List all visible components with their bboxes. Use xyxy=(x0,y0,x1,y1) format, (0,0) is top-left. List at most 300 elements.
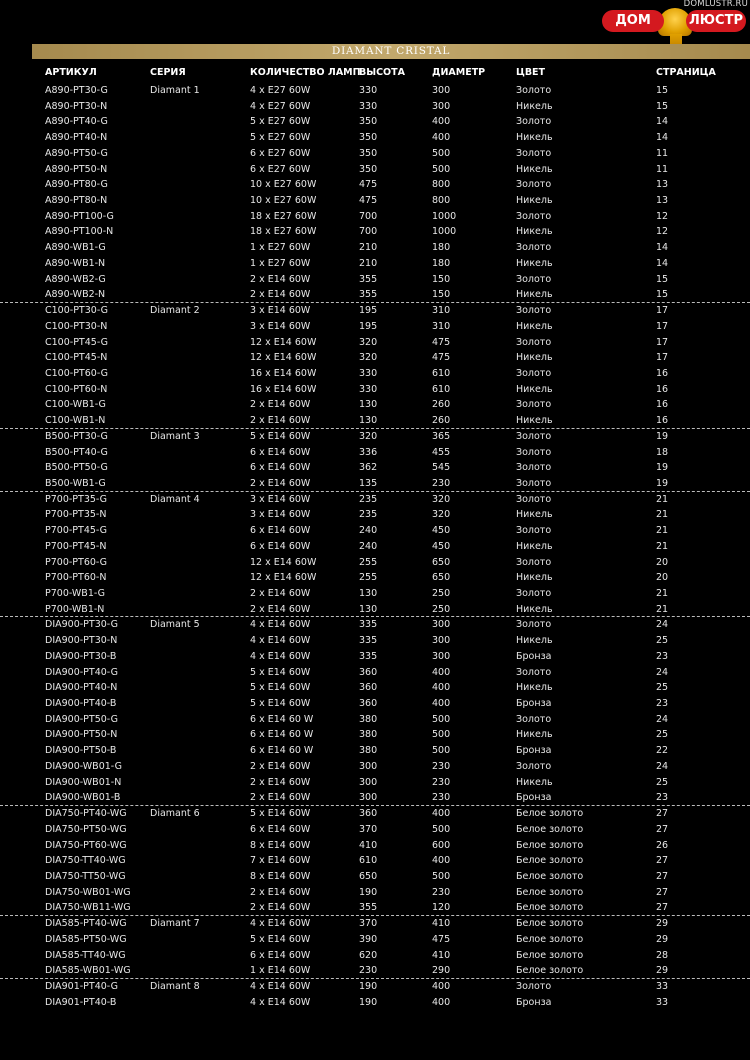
cell-article: A890-PT100-G xyxy=(45,210,114,222)
table-row xyxy=(0,224,750,240)
cell-series: Diamant 8 xyxy=(150,980,200,992)
cell-lamps: 2 x E14 60W xyxy=(250,289,311,301)
cell-height: 380 xyxy=(359,729,378,741)
table-row xyxy=(0,633,750,649)
table-row xyxy=(0,979,750,995)
cell-page: 20 xyxy=(656,572,669,584)
cell-lamps: 2 x E14 60W xyxy=(250,760,311,772)
table-row xyxy=(0,885,750,901)
cell-diameter: 310 xyxy=(432,305,451,317)
table-row xyxy=(0,555,750,571)
cell-color: Золото xyxy=(516,430,552,442)
table-row xyxy=(0,822,750,838)
cell-height: 335 xyxy=(359,619,378,631)
header-color: ЦВЕТ xyxy=(516,67,546,78)
cell-height: 130 xyxy=(359,415,378,427)
cell-page: 14 xyxy=(656,132,669,144)
cell-diameter: 320 xyxy=(432,493,451,505)
cell-page: 16 xyxy=(656,367,669,379)
cell-color: Белое золото xyxy=(516,839,584,851)
cell-lamps: 18 x E27 60W xyxy=(250,226,317,238)
cell-article: A890-PT40-G xyxy=(45,116,108,128)
cell-lamps: 3 x E14 60W xyxy=(250,305,311,317)
cell-page: 15 xyxy=(656,289,669,301)
cell-height: 240 xyxy=(359,540,378,552)
cell-article: P700-PT60-N xyxy=(45,572,107,584)
cell-height: 190 xyxy=(359,886,378,898)
header-height: ВЫСОТА xyxy=(359,67,405,78)
cell-diameter: 650 xyxy=(432,572,451,584)
cell-article: A890-PT30-N xyxy=(45,100,108,112)
cell-page: 29 xyxy=(656,918,669,930)
logo-site-text: DOMLUSTR.RU xyxy=(683,0,748,9)
cell-page: 19 xyxy=(656,477,669,489)
cell-page: 19 xyxy=(656,430,669,442)
cell-height: 130 xyxy=(359,603,378,615)
cell-page: 15 xyxy=(656,273,669,285)
table-row xyxy=(0,948,750,964)
cell-lamps: 8 x E14 60W xyxy=(250,870,311,882)
cell-color: Никель xyxy=(516,540,553,552)
table-row xyxy=(0,476,750,492)
cell-diameter: 450 xyxy=(432,525,451,537)
header-series: СЕРИЯ xyxy=(150,67,186,78)
cell-lamps: 2 x E14 60W xyxy=(250,902,311,914)
cell-lamps: 2 x E14 60W xyxy=(250,415,311,427)
cell-lamps: 6 x E14 60W xyxy=(250,525,311,537)
cell-lamps: 4 x E27 60W xyxy=(250,100,311,112)
cell-page: 25 xyxy=(656,682,669,694)
cell-height: 195 xyxy=(359,320,378,332)
cell-diameter: 120 xyxy=(432,902,451,914)
cell-article: P700-PT35-N xyxy=(45,509,107,521)
cell-article: A890-PT80-G xyxy=(45,179,108,191)
cell-lamps: 4 x E14 60W xyxy=(250,996,311,1008)
cell-color: Бронза xyxy=(516,650,552,662)
cell-diameter: 400 xyxy=(432,808,451,820)
cell-article: B500-PT30-G xyxy=(45,430,108,442)
cell-lamps: 16 x E14 60W xyxy=(250,367,317,379)
cell-article: A890-WB1-G xyxy=(45,242,106,254)
cell-color: Никель xyxy=(516,603,553,615)
cell-color: Золото xyxy=(516,666,552,678)
cell-series: Diamant 6 xyxy=(150,808,200,820)
cell-series: Diamant 5 xyxy=(150,619,200,631)
cell-height: 300 xyxy=(359,760,378,772)
cell-lamps: 5 x E14 60W xyxy=(250,682,311,694)
cell-lamps: 1 x E27 60W xyxy=(250,242,311,254)
cell-height: 350 xyxy=(359,163,378,175)
cell-color: Никель xyxy=(516,195,553,207)
cell-height: 362 xyxy=(359,462,378,474)
cell-height: 195 xyxy=(359,305,378,317)
cell-article: A890-WB2-G xyxy=(45,273,106,285)
cell-color: Никель xyxy=(516,100,553,112)
cell-height: 370 xyxy=(359,918,378,930)
cell-article: C100-PT30-N xyxy=(45,320,108,332)
cell-diameter: 260 xyxy=(432,415,451,427)
cell-height: 255 xyxy=(359,572,378,584)
cell-diameter: 400 xyxy=(432,996,451,1008)
cell-page: 24 xyxy=(656,760,669,772)
table-row xyxy=(0,303,750,319)
cell-height: 475 xyxy=(359,195,378,207)
cell-lamps: 5 x E14 60W xyxy=(250,698,311,710)
cell-height: 235 xyxy=(359,509,378,521)
cell-color: Никель xyxy=(516,729,553,741)
cell-diameter: 230 xyxy=(432,776,451,788)
cell-height: 650 xyxy=(359,870,378,882)
table-row xyxy=(0,790,750,806)
cell-height: 255 xyxy=(359,556,378,568)
cell-page: 14 xyxy=(656,116,669,128)
cell-color: Золото xyxy=(516,305,552,317)
table-row xyxy=(0,193,750,209)
cell-article: C100-PT45-N xyxy=(45,352,108,364)
cell-diameter: 400 xyxy=(432,116,451,128)
table-row xyxy=(0,460,750,476)
cell-article: DIA585-TT40-WG xyxy=(45,949,126,961)
cell-lamps: 2 x E14 60W xyxy=(250,273,311,285)
cell-height: 330 xyxy=(359,367,378,379)
cell-page: 11 xyxy=(656,147,669,159)
cell-diameter: 800 xyxy=(432,179,451,191)
cell-height: 320 xyxy=(359,336,378,348)
cell-page: 17 xyxy=(656,320,669,332)
cell-color: Бронза xyxy=(516,996,552,1008)
cell-article: A890-PT50-G xyxy=(45,147,108,159)
header-page: СТРАНИЦА xyxy=(656,67,716,78)
cell-lamps: 5 x E14 60W xyxy=(250,933,311,945)
cell-color: Никель xyxy=(516,383,553,395)
cell-diameter: 610 xyxy=(432,367,451,379)
cell-diameter: 475 xyxy=(432,933,451,945)
cell-lamps: 2 x E14 60W xyxy=(250,477,311,489)
cell-lamps: 10 x E27 60W xyxy=(250,195,317,207)
cell-series: Diamant 4 xyxy=(150,493,200,505)
cell-diameter: 475 xyxy=(432,352,451,364)
cell-lamps: 4 x E14 60W xyxy=(250,635,311,647)
cell-diameter: 800 xyxy=(432,195,451,207)
cell-diameter: 320 xyxy=(432,509,451,521)
cell-lamps: 2 x E14 60W xyxy=(250,588,311,599)
cell-diameter: 500 xyxy=(432,713,451,725)
cell-color: Белое золото xyxy=(516,902,584,914)
cell-height: 410 xyxy=(359,839,378,851)
table-row xyxy=(0,209,750,225)
table-row xyxy=(0,83,750,99)
cell-article: DIA900-WB01-N xyxy=(45,776,122,788)
cell-height: 190 xyxy=(359,996,378,1008)
cell-page: 15 xyxy=(656,85,669,96)
table-row xyxy=(0,696,750,712)
cell-color: Золото xyxy=(516,147,552,159)
cell-height: 610 xyxy=(359,855,378,867)
table-row xyxy=(0,743,750,759)
table-row xyxy=(0,523,750,539)
cell-height: 360 xyxy=(359,698,378,710)
cell-lamps: 6 x E27 60W xyxy=(250,163,311,175)
cell-height: 390 xyxy=(359,933,378,945)
cell-height: 380 xyxy=(359,745,378,757)
cell-page: 25 xyxy=(656,729,669,741)
table-row xyxy=(0,429,750,445)
cell-page: 13 xyxy=(656,195,669,207)
table-row xyxy=(0,350,750,366)
cell-lamps: 6 x E14 60W xyxy=(250,540,311,552)
cell-height: 360 xyxy=(359,666,378,678)
cell-lamps: 2 x E14 60W xyxy=(250,792,311,804)
table-row xyxy=(0,366,750,382)
cell-height: 300 xyxy=(359,792,378,804)
cell-page: 33 xyxy=(656,996,669,1008)
cell-color: Никель xyxy=(516,163,553,175)
table-row xyxy=(0,146,750,162)
cell-height: 330 xyxy=(359,85,378,96)
table-row xyxy=(0,114,750,130)
cell-diameter: 230 xyxy=(432,886,451,898)
cell-page: 24 xyxy=(656,713,669,725)
cell-series: Diamant 1 xyxy=(150,85,200,96)
cell-article: DIA900-PT40-N xyxy=(45,682,118,694)
cell-color: Золото xyxy=(516,116,552,128)
cell-page: 11 xyxy=(656,163,669,175)
cell-article: P700-PT60-G xyxy=(45,556,108,568)
cell-height: 235 xyxy=(359,493,378,505)
cell-diameter: 500 xyxy=(432,147,451,159)
cell-article: C100-WB1-N xyxy=(45,415,106,427)
cell-lamps: 4 x E14 60W xyxy=(250,980,311,992)
cell-page: 14 xyxy=(656,257,669,269)
cell-color: Никель xyxy=(516,572,553,584)
cell-lamps: 5 x E14 60W xyxy=(250,666,311,678)
cell-lamps: 4 x E14 60W xyxy=(250,918,311,930)
cell-color: Золото xyxy=(516,367,552,379)
cell-article: DIA900-PT30-B xyxy=(45,650,117,662)
cell-series: Diamant 2 xyxy=(150,305,200,317)
cell-lamps: 4 x E14 60W xyxy=(250,650,311,662)
cell-lamps: 5 x E14 60W xyxy=(250,430,311,442)
cell-lamps: 5 x E27 60W xyxy=(250,132,311,144)
table-row xyxy=(0,256,750,272)
cell-article: DIA900-PT40-G xyxy=(45,666,118,678)
section-title: DIAMANT CRISTAL xyxy=(331,45,451,57)
cell-diameter: 1000 xyxy=(432,226,457,238)
cell-height: 300 xyxy=(359,776,378,788)
cell-color: Золото xyxy=(516,713,552,725)
cell-color: Золото xyxy=(516,446,552,458)
cell-article: P700-PT45-G xyxy=(45,525,108,537)
cell-page: 29 xyxy=(656,965,669,977)
cell-height: 355 xyxy=(359,273,378,285)
cell-diameter: 410 xyxy=(432,918,451,930)
cell-height: 350 xyxy=(359,147,378,159)
cell-diameter: 500 xyxy=(432,870,451,882)
table-row xyxy=(0,319,750,335)
cell-height: 240 xyxy=(359,525,378,537)
cell-color: Золото xyxy=(516,525,552,537)
cell-page: 17 xyxy=(656,336,669,348)
cell-lamps: 12 x E14 60W xyxy=(250,336,317,348)
cell-height: 336 xyxy=(359,446,378,458)
cell-height: 210 xyxy=(359,257,378,269)
cell-lamps: 1 x E14 60W xyxy=(250,965,311,977)
cell-color: Белое золото xyxy=(516,949,584,961)
cell-article: B500-PT50-G xyxy=(45,462,108,474)
cell-height: 135 xyxy=(359,477,378,489)
cell-height: 360 xyxy=(359,808,378,820)
cell-lamps: 6 x E14 60W xyxy=(250,949,311,961)
cell-lamps: 2 x E14 60W xyxy=(250,886,311,898)
cell-color: Золото xyxy=(516,85,552,96)
cell-color: Белое золото xyxy=(516,886,584,898)
cell-diameter: 400 xyxy=(432,666,451,678)
cell-diameter: 180 xyxy=(432,242,451,254)
cell-height: 335 xyxy=(359,650,378,662)
cell-article: P700-WB1-N xyxy=(45,603,105,615)
cell-lamps: 6 x E14 60W xyxy=(250,446,311,458)
cell-height: 350 xyxy=(359,116,378,128)
cell-lamps: 7 x E14 60W xyxy=(250,855,311,867)
cell-article: DIA900-PT40-B xyxy=(45,698,117,710)
cell-article: DIA900-WB01-G xyxy=(45,760,122,772)
cell-article: C100-WB1-G xyxy=(45,399,106,411)
cell-article: DIA750-TT40-WG xyxy=(45,855,126,867)
cell-color: Золото xyxy=(516,399,552,411)
cell-lamps: 12 x E14 60W xyxy=(250,352,317,364)
cell-diameter: 400 xyxy=(432,682,451,694)
cell-lamps: 1 x E27 60W xyxy=(250,257,311,269)
cell-color: Золото xyxy=(516,462,552,474)
header-diameter: ДИАМЕТР xyxy=(432,67,486,78)
logo-word-right: ЛЮСТР xyxy=(686,10,746,32)
cell-diameter: 230 xyxy=(432,760,451,772)
cell-lamps: 3 x E14 60W xyxy=(250,320,311,332)
cell-page: 16 xyxy=(656,383,669,395)
cell-page: 24 xyxy=(656,666,669,678)
table-row xyxy=(0,712,750,728)
cell-height: 330 xyxy=(359,383,378,395)
table-row xyxy=(0,838,750,854)
cell-article: C100-PT60-G xyxy=(45,367,108,379)
cell-diameter: 400 xyxy=(432,855,451,867)
table-row xyxy=(0,932,750,948)
cell-page: 22 xyxy=(656,745,669,757)
cell-diameter: 400 xyxy=(432,980,451,992)
cell-page: 21 xyxy=(656,588,669,599)
cell-article: DIA750-TT50-WG xyxy=(45,870,126,882)
cell-article: DIA900-PT50-B xyxy=(45,745,117,757)
cell-article: A890-PT30-G xyxy=(45,85,108,96)
cell-lamps: 6 x E14 60 W xyxy=(250,729,314,741)
cell-diameter: 300 xyxy=(432,619,451,631)
cell-color: Никель xyxy=(516,415,553,427)
cell-diameter: 300 xyxy=(432,635,451,647)
cell-diameter: 500 xyxy=(432,163,451,175)
cell-height: 475 xyxy=(359,179,378,191)
cell-color: Белое золото xyxy=(516,823,584,835)
cell-diameter: 230 xyxy=(432,792,451,804)
cell-page: 21 xyxy=(656,540,669,552)
cell-lamps: 2 x E14 60W xyxy=(250,603,311,615)
cell-page: 13 xyxy=(656,179,669,191)
cell-color: Золото xyxy=(516,556,552,568)
table-row xyxy=(0,413,750,429)
cell-article: DIA901-PT40-G xyxy=(45,980,118,992)
cell-page: 21 xyxy=(656,509,669,521)
cell-page: 12 xyxy=(656,226,669,238)
section-banner xyxy=(32,44,750,59)
cell-color: Бронза xyxy=(516,698,552,710)
cell-color: Золото xyxy=(516,210,552,222)
table-row xyxy=(0,335,750,351)
cell-lamps: 6 x E27 60W xyxy=(250,147,311,159)
cell-article: DIA585-WB01-WG xyxy=(45,965,131,977)
cell-height: 335 xyxy=(359,635,378,647)
table-row xyxy=(0,130,750,146)
cell-diameter: 610 xyxy=(432,383,451,395)
cell-article: A890-PT80-N xyxy=(45,195,108,207)
cell-color: Никель xyxy=(516,226,553,238)
cell-height: 350 xyxy=(359,132,378,144)
cell-lamps: 10 x E27 60W xyxy=(250,179,317,191)
cell-height: 330 xyxy=(359,100,378,112)
cell-page: 27 xyxy=(656,870,669,882)
cell-height: 320 xyxy=(359,352,378,364)
cell-article: DIA750-WB01-WG xyxy=(45,886,131,898)
table-row xyxy=(0,162,750,178)
table-row xyxy=(0,507,750,523)
cell-diameter: 290 xyxy=(432,965,451,977)
cell-page: 27 xyxy=(656,808,669,820)
table-row xyxy=(0,853,750,869)
cell-lamps: 2 x E14 60W xyxy=(250,399,311,411)
table-row xyxy=(0,570,750,586)
cell-article: DIA750-WB11-WG xyxy=(45,902,131,914)
cell-height: 320 xyxy=(359,430,378,442)
table-header xyxy=(0,67,750,81)
cell-height: 355 xyxy=(359,902,378,914)
cell-diameter: 650 xyxy=(432,556,451,568)
table-row xyxy=(0,665,750,681)
cell-article: B500-PT40-G xyxy=(45,446,108,458)
cell-page: 17 xyxy=(656,352,669,364)
table-row xyxy=(0,397,750,413)
cell-page: 12 xyxy=(656,210,669,222)
cell-article: DIA750-PT60-WG xyxy=(45,839,127,851)
cell-page: 21 xyxy=(656,603,669,615)
table-row xyxy=(0,586,750,602)
cell-color: Никель xyxy=(516,509,553,521)
cell-color: Белое золото xyxy=(516,808,584,820)
cell-height: 380 xyxy=(359,713,378,725)
table-row xyxy=(0,240,750,256)
cell-article: A890-PT50-N xyxy=(45,163,108,175)
cell-color: Белое золото xyxy=(516,933,584,945)
cell-color: Золото xyxy=(516,619,552,631)
cell-lamps: 2 x E14 60W xyxy=(250,776,311,788)
cell-lamps: 6 x E14 60 W xyxy=(250,745,314,757)
cell-page: 28 xyxy=(656,949,669,961)
cell-article: DIA900-PT50-G xyxy=(45,713,118,725)
cell-lamps: 8 x E14 60W xyxy=(250,839,311,851)
cell-color: Золото xyxy=(516,273,552,285)
cell-page: 23 xyxy=(656,650,669,662)
cell-color: Никель xyxy=(516,352,553,364)
cell-height: 130 xyxy=(359,588,378,599)
cell-diameter: 250 xyxy=(432,603,451,615)
cell-height: 190 xyxy=(359,980,378,992)
